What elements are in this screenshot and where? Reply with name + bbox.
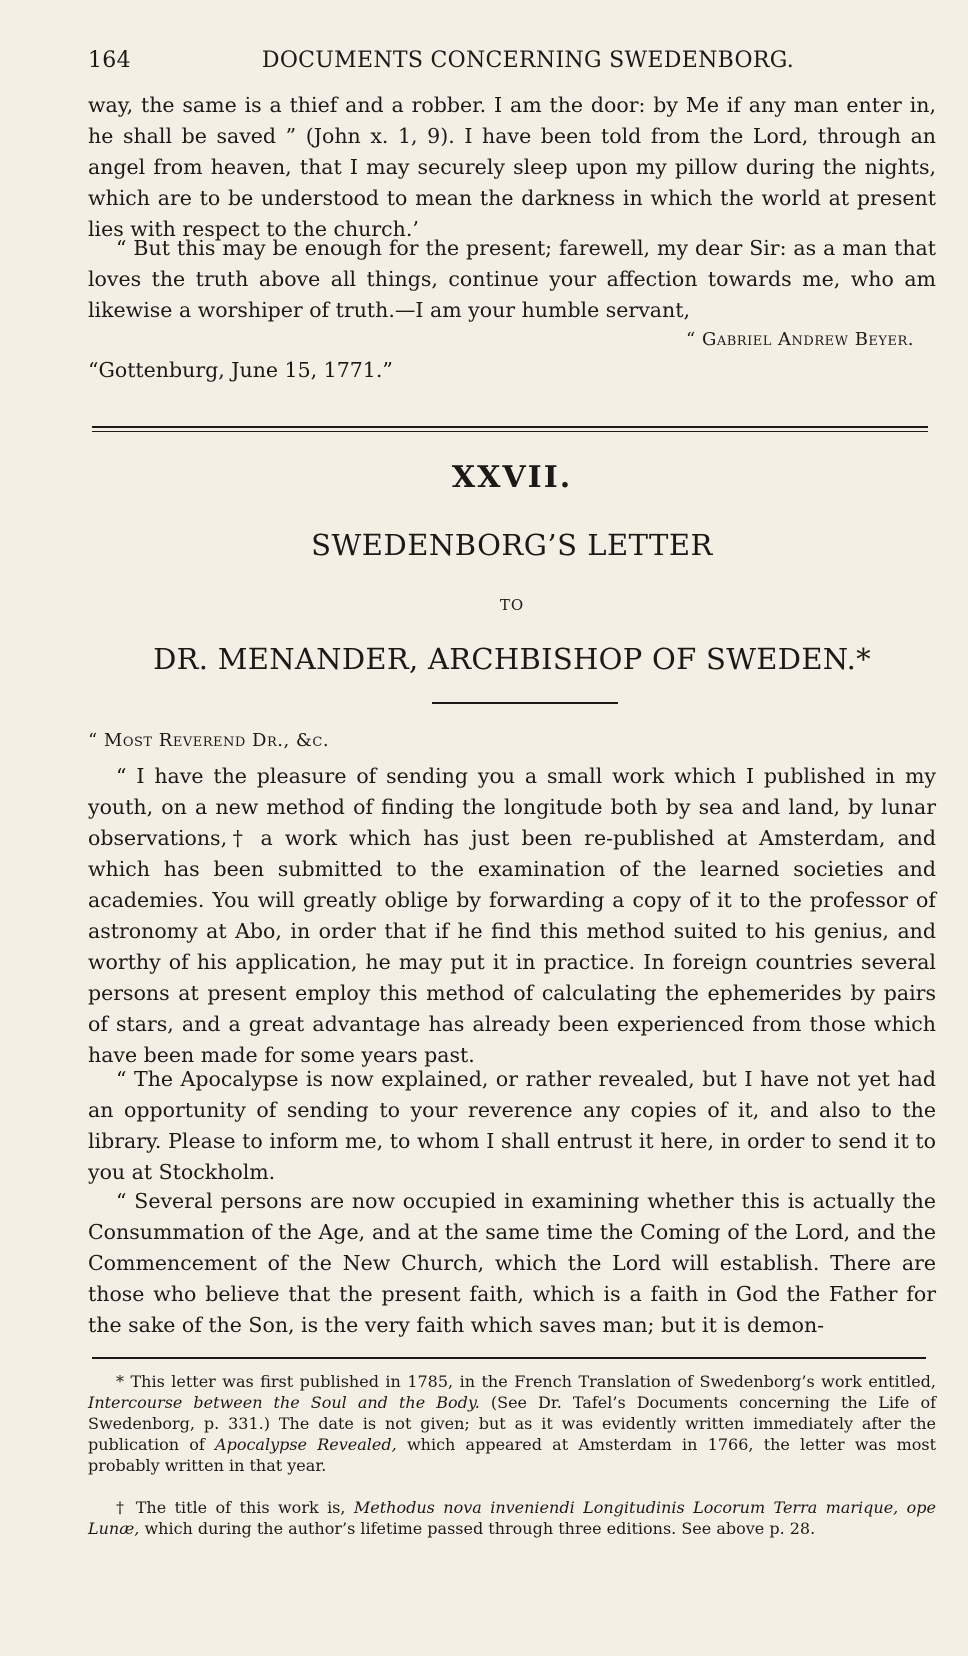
footnote-divider: [92, 1357, 926, 1359]
letter-salutation: “ Most Reverend Dr., &c.: [88, 730, 330, 751]
section-title: SWEDENBORG’S LETTER: [311, 528, 713, 562]
body-paragraph-farewell: “ But this may be enough for the present; farewell, my dear Sir: as a man that loves the truth above all things, continue your affection towards me, who am likewise a worshiper of truth.—I am your humble servant,: [88, 236, 936, 322]
section-to: TO: [499, 596, 525, 614]
title-underline: [432, 702, 618, 704]
letter-paragraph-3: “ Several persons are now occupied in examining whether this is actually the Consummation of the Age, and at the same time the Coming of the Lord, and the Commencement of the New Church, which the Lord will establish. There are those who believe that the present faith, which is a faith in God the Father for the sake of the Son, is the very faith which saves man; but it is demon-: [88, 1189, 936, 1337]
letter-paragraph-1: “ I have the pleasure of sending you a small work which I published in my youth, on a new method of finding the longitude both by sea and land, by lunar observations,† a work which has just been re-published at Amsterdam, and which has been submitted to the examination of the learned societies and academies. You will greatly oblige by forwarding a copy of it to the professor of astronomy at Abo, in order that if he find this method suited to his genius, and worthy of his application, he may put it in practice. In foreign countries several persons at present employ this method of calculating the ephemerides by pairs of stars, and a great advantage has already been experienced from those which have been made for some years past.: [88, 764, 936, 1067]
body-paragraph-continued: way, the same is a thief and a robber. I am the door: by Me if any man enter in, he shall be saved ” (John x. 1, 9). I have been told from the Lord, through an angel from heaven, that I may securely sleep upon my pillow during the nights, which are to be understood to mean the darkness in which the world at present lies with respect to the church.’: [88, 93, 936, 241]
section-divider-bottom: [92, 431, 928, 432]
section-divider-top: [92, 426, 928, 428]
signature-beyer: “ Gabriel Andrew Beyer.: [686, 329, 914, 350]
letter-paragraph-2: “ The Apocalypse is now explained, or rather revealed, but I have not yet had an opportunity of sending to your reverence any copies of it, and also to the library. Please to inform me, to whom I shall entrust it here, in order to send it to you at Stockholm.: [88, 1067, 936, 1184]
footnote-2: † The title of this work is, Methodus nova inveniendi Longitudinis Locorum Terra marique, ope Lunæ, which during the author’s lifetime passed through three editions. See above p. 28.: [88, 1498, 937, 1538]
dateline: “Gottenburg, June 15, 1771.”: [88, 358, 393, 382]
page-header: [88, 48, 928, 82]
section-subtitle: DR. MENANDER, ARCHBISHOP OF SWEDEN.*: [153, 642, 871, 676]
page-number: 164: [88, 48, 131, 73]
section-number: XXVII.: [451, 460, 573, 495]
footnote-1: * This letter was first published in 1785, in the French Translation of Swedenborg’s work entitled, Intercourse between the Soul and the Body. (See Dr. Tafel’s Documents concerning the Life of Swedenborg, p. 331.) The date is not given; but as it was evidently written immediately after the publication of Apocalypse Revealed, which appeared at Amsterdam in 1766, the letter was most probably written in that year.: [88, 1372, 937, 1475]
running-title: DOCUMENTS CONCERNING SWEDENBORG.: [261, 48, 795, 73]
